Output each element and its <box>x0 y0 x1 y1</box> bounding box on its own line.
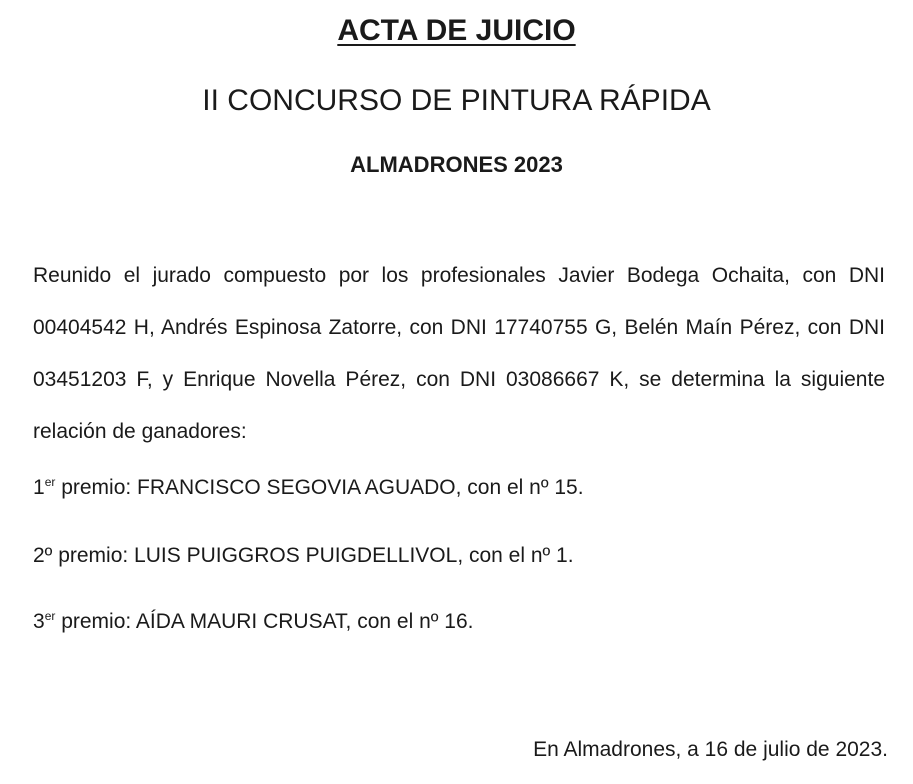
prize-second-text: premio: LUIS PUIGGROS PUIGDELLIVOL, con el nº 1. <box>52 544 574 567</box>
prize-third-ordinal-suffix: er <box>44 609 56 623</box>
closing-date-line: En Almadrones, a 16 de julio de 2023. <box>533 738 888 761</box>
jury-paragraph: Reunido el jurado compuesto por los profesionales Javier Bodega Ochaita, con DNI 00404542 H, Andrés Espinosa Zatorre, con DNI 17740755 G, Belén Maín Pérez, con DNI 03451203 F, y Enrique Novella Pérez, con DNI 03086667 K, se determina la siguiente relación de ganadores: <box>33 264 885 443</box>
prize-third <box>33 610 473 634</box>
prize-first-ordinal: 1 <box>33 476 45 499</box>
prize-second <box>33 544 574 568</box>
document-subtitle: II CONCURSO DE PINTURA RÁPIDA <box>202 84 711 117</box>
prize-third-ordinal: 3 <box>33 610 45 633</box>
prize-first-text: premio: FRANCISCO SEGOVIA AGUADO, con el nº 15. <box>55 476 584 499</box>
document-title: ACTA DE JUICIO <box>337 14 576 47</box>
prize-second-ordinal: 2º <box>33 544 53 567</box>
prize-first-ordinal-suffix: er <box>44 475 56 489</box>
prize-first <box>33 476 584 500</box>
prize-third-text: premio: AÍDA MAURI CRUSAT, con el nº 16. <box>55 610 474 633</box>
document-location-year: ALMADRONES 2023 <box>350 152 563 177</box>
